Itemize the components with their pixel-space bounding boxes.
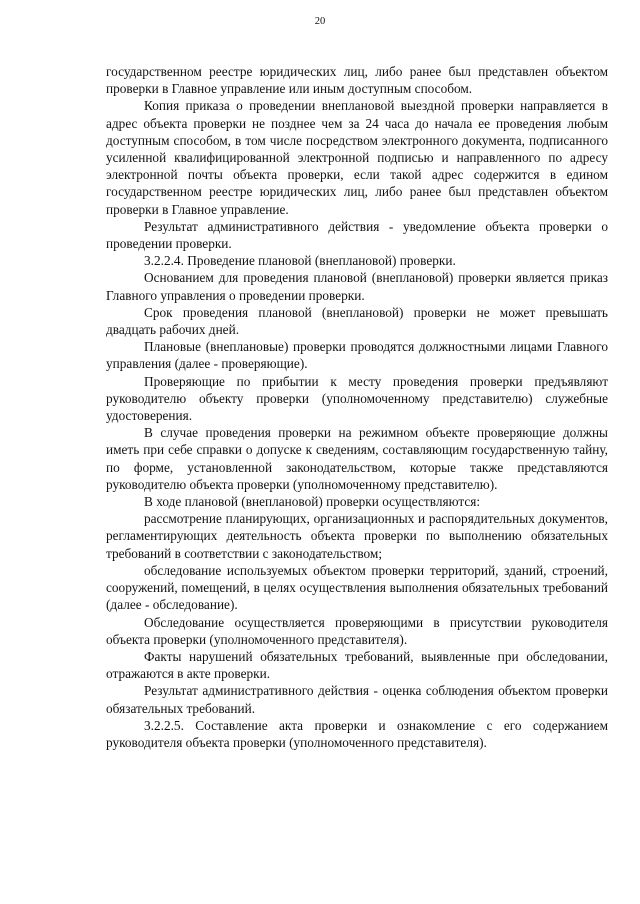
paragraph-result-notification: Результат административного действия - уведомление объекта проверки о проведении проверки. bbox=[106, 218, 608, 252]
paragraph-order-copy: Копия приказа о проведении внеплановой выездной проверки направляется в адрес объекта проверки не позднее чем за 24 часа до начала ее проведения любым доступным способом, в том числе посредством электронного документа, подписанного усиленной квалифицированной электронной подписью и направленного по адресу электронной почты объекта проверки, если такой адрес содержится в едином государственном реестре юридических лиц, либо ранее был представлен объектом проверки в Главное управление. bbox=[106, 98, 608, 217]
paragraph-credentials: Проверяющие по прибытии к месту проведения проверки предъявляют руководителю объекту проверки (уполномоченному представителю) служебные удостоверения. bbox=[106, 373, 608, 424]
paragraph-violations: Факты нарушений обязательных требований, выявленные при обследовании, отражаются в акте проверки. bbox=[106, 648, 608, 682]
paragraph-result-assessment: Результат административного действия - оценка соблюдения объектом проверки обязательных требований. bbox=[106, 683, 608, 716]
paragraph-secret-clearance: В случае проведения проверки на режимном объекте проверяющие должны иметь при себе справки о допуске к сведениям, составляющим государственную тайну, по форме, установленной законодательством, которые также представляются руководителю объекта проверки (уполномоченному представителю). bbox=[106, 425, 608, 492]
paragraph-inspection-activities: В ходе плановой (внеплановой) проверки осуществляются: bbox=[144, 494, 481, 510]
paragraph-continuation: государственном реестре юридических лиц, либо ранее был представлен объектом проверки в Главное управление или иным доступным способом. bbox=[106, 64, 608, 97]
paragraph-term: Срок проведения плановой (внеплановой) проверки не может превышать двадцать рабочих дней. bbox=[106, 304, 608, 338]
page-number: 20 bbox=[314, 16, 326, 27]
paragraph-survey-presence: Обследование осуществляется проверяющими в присутствии руководителя объекта проверки (уполномоченного представителя). bbox=[106, 614, 608, 647]
section-heading-3-2-2-4: 3.2.2.4. Проведение плановой (внеплановой) проверки. bbox=[144, 253, 456, 269]
paragraph-inspectors: Плановые (внеплановые) проверки проводятся должностными лицами Главного управления (далее - проверяющие). bbox=[106, 339, 608, 372]
list-item-document-review: рассмотрение планирующих, организационных и распорядительных документов, регламентирующих деятельность объекта проверки по выполнению обязательных требований в соответствии с законодательством; bbox=[106, 511, 608, 561]
paragraph-grounds: Основанием для проведения плановой (внеплановой) проверки является приказ Главного управления о проведении проверки. bbox=[106, 270, 608, 303]
list-item-site-survey: обследование используемых объектом проверки территорий, зданий, строений, сооружений, помещений, в целях осуществления выполнения обязательных требований (далее - обследование). bbox=[106, 562, 608, 613]
document-body bbox=[106, 63, 608, 751]
section-heading-3-2-2-5: 3.2.2.5. Составление акта проверки и ознакомление с его содержанием руководителя объекта проверки (уполномоченного представителя). bbox=[106, 717, 608, 750]
